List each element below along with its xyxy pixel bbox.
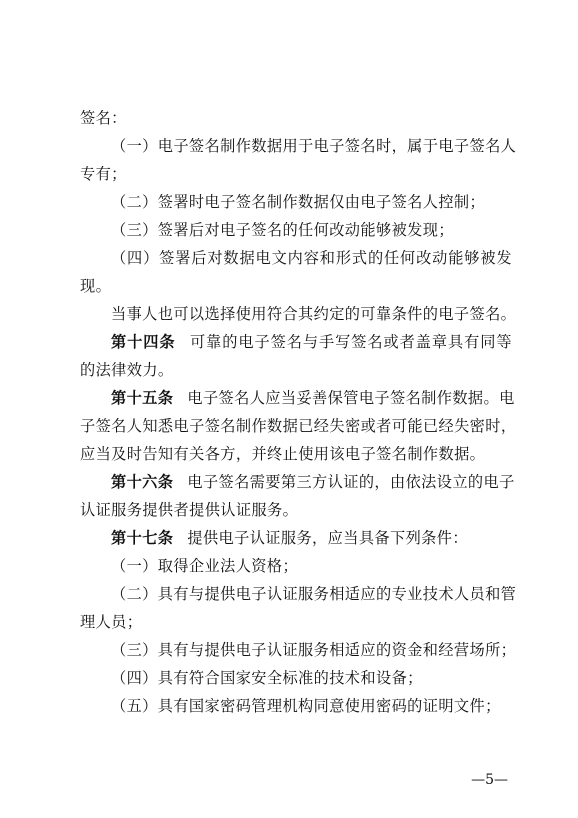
text-line [80, 384, 515, 412]
text-line [80, 692, 512, 720]
text-segment: （三）签署后对电子签名的任何改动能够被发现； [111, 221, 454, 239]
document-body [80, 104, 517, 720]
text-segment: （一）电子签名制作数据用于电子签名时，属于电子签名人 [111, 137, 517, 155]
text-segment: 认证服务提供者提供认证服务。 [80, 501, 299, 519]
text-line [80, 132, 517, 160]
article-heading: 第十四条 [111, 333, 176, 351]
text-line [80, 160, 512, 188]
text-segment: 应当及时告知有关各方，并终止使用该电子签名制作数据。 [80, 445, 486, 463]
text-segment: （四）签署后对数据电文内容和形式的任何改动能够被发 [111, 249, 512, 267]
text-line [80, 300, 517, 328]
text-segment: 专有； [80, 165, 127, 183]
text-line [80, 664, 512, 692]
text-line [80, 104, 512, 132]
page-number: —5— [471, 772, 508, 788]
text-line [80, 356, 512, 384]
text-segment: （五）具有国家密码管理机构同意使用密码的证明文件； [111, 697, 501, 715]
text-line [80, 272, 512, 300]
text-segment: （二）具有与提供电子认证服务相适应的专业技术人员和管 [111, 585, 517, 603]
text-line [80, 216, 512, 244]
text-segment: 电子签名人应当妥善保管电子签名制作数据。电 [187, 389, 515, 407]
text-segment: （一）取得企业法人资格； [111, 557, 299, 575]
text-line [80, 468, 515, 496]
text-segment: 当事人也可以选择使用符合其约定的可靠条件的电子签名。 [111, 305, 517, 323]
text-line [80, 552, 512, 580]
text-line [80, 608, 512, 636]
text-line [80, 412, 517, 440]
text-line [80, 580, 517, 608]
text-line [80, 636, 517, 664]
article-heading: 第十五条 [111, 389, 174, 407]
article-heading: 第十六条 [111, 473, 174, 491]
text-segment: （二）签署时电子签名制作数据仅由电子签名人控制； [111, 193, 486, 211]
text-segment: 可靠的电子签名与手写签名或者盖章具有同等 [189, 333, 512, 351]
text-segment: 电子签名需要第三方认证的，由依法设立的电子 [187, 473, 515, 491]
text-segment: （三）具有与提供电子认证服务相适应的资金和经营场所； [111, 641, 517, 659]
text-line [80, 440, 512, 468]
text-line [80, 188, 512, 216]
text-segment: 理人员； [80, 613, 143, 631]
text-segment: （四）具有符合国家安全标准的技术和设备； [111, 669, 423, 687]
article-heading: 第十七条 [111, 529, 174, 547]
text-segment: 签名： [80, 109, 127, 127]
text-line [80, 328, 512, 356]
text-line [80, 524, 512, 552]
text-segment: 现。 [80, 277, 112, 295]
text-line [80, 244, 512, 272]
text-segment: 子签名人知悉电子签名制作数据已经失密或者可能已经失密时， [80, 417, 517, 435]
text-line [80, 496, 512, 524]
text-segment: 提供电子认证服务，应当具备下列条件： [187, 529, 468, 547]
text-segment: 的法律效力。 [80, 361, 174, 379]
